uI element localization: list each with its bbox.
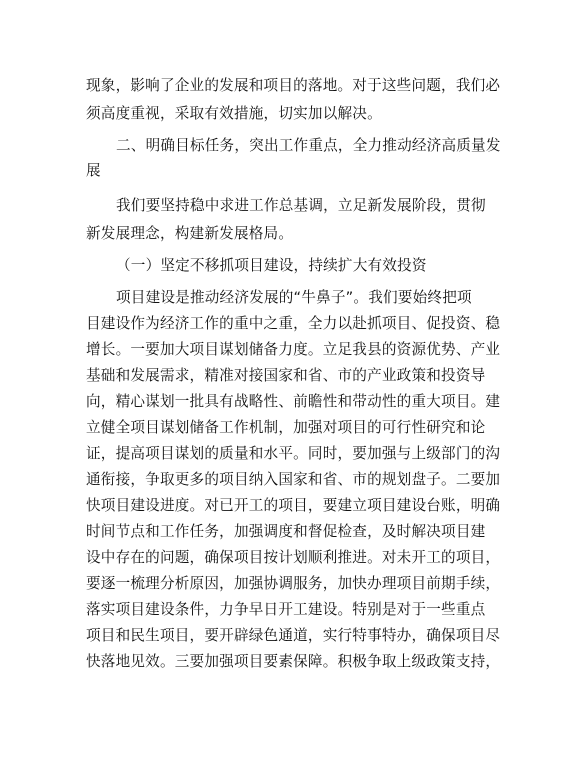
text-line: 项目建设是推动经济发展的“牛鼻子”。我们要始终把项 [116, 289, 472, 306]
subsection-heading: （一）坚定不移抓项目建设，持续扩大有效投资 [116, 257, 427, 274]
text-line: 立健全项目谋划储备工作机制，加强对项目的可行性研究和论 [86, 419, 486, 436]
text-line: 设中存在的问题，确保项目按计划顺利推进。对未开工的项目， [86, 549, 501, 566]
text-line: 目建设作为经济工作的重中之重，全力以赴抓项目、促投资、稳 [86, 315, 501, 332]
section-heading-continuation: 展 [86, 162, 101, 179]
text-line: 现象，影响了企业的发展和项目的落地。对于这些问题，我们必 [86, 77, 501, 94]
text-line: 快项目建设进度。对已开工的项目，要建立项目建设台账，明确 [86, 497, 501, 514]
text-line: 基础和发展需求，精准对接国家和省、市的产业政策和投资导 [86, 367, 486, 384]
text-line: 通衔接，争取更多的项目纳入国家和省、市的规划盘子。二要加 [86, 471, 501, 488]
text-line: 项目和民生项目，要开辟绿色通道，实行特事特办，确保项目尽 [86, 627, 501, 644]
text-line: 增长。一要加大项目谋划储备力度。立足我县的资源优势、产业 [86, 341, 501, 358]
section-heading: 二、明确目标任务，突出工作重点，全力推动经济高质量发 [116, 137, 501, 154]
text-line: 时间节点和工作任务，加强调度和督促检查，及时解决项目建 [86, 523, 486, 540]
text-line: 证，提高项目谋划的质量和水平。同时，要加强与上级部门的沟 [86, 445, 501, 462]
text-line: 新发展理念，构建新发展格局。 [86, 225, 294, 242]
text-line: 须高度重视，采取有效措施，切实加以解决。 [86, 105, 382, 122]
text-line: 要逐一梳理分析原因，加强协调服务，加快办理项目前期手续， [86, 575, 501, 592]
text-line: 落实项目建设条件，力争早日开工建设。特别是对于一些重点 [86, 601, 486, 618]
text-line: 我们要坚持稳中求进工作总基调，立足新发展阶段，贯彻 [116, 197, 486, 214]
text-line: 向，精心谋划一批具有战略性、前瞻性和带动性的重大项目。建 [86, 393, 501, 410]
text-line: 快落地见效。三要加强项目要素保障。积极争取上级政策支持， [86, 653, 501, 670]
